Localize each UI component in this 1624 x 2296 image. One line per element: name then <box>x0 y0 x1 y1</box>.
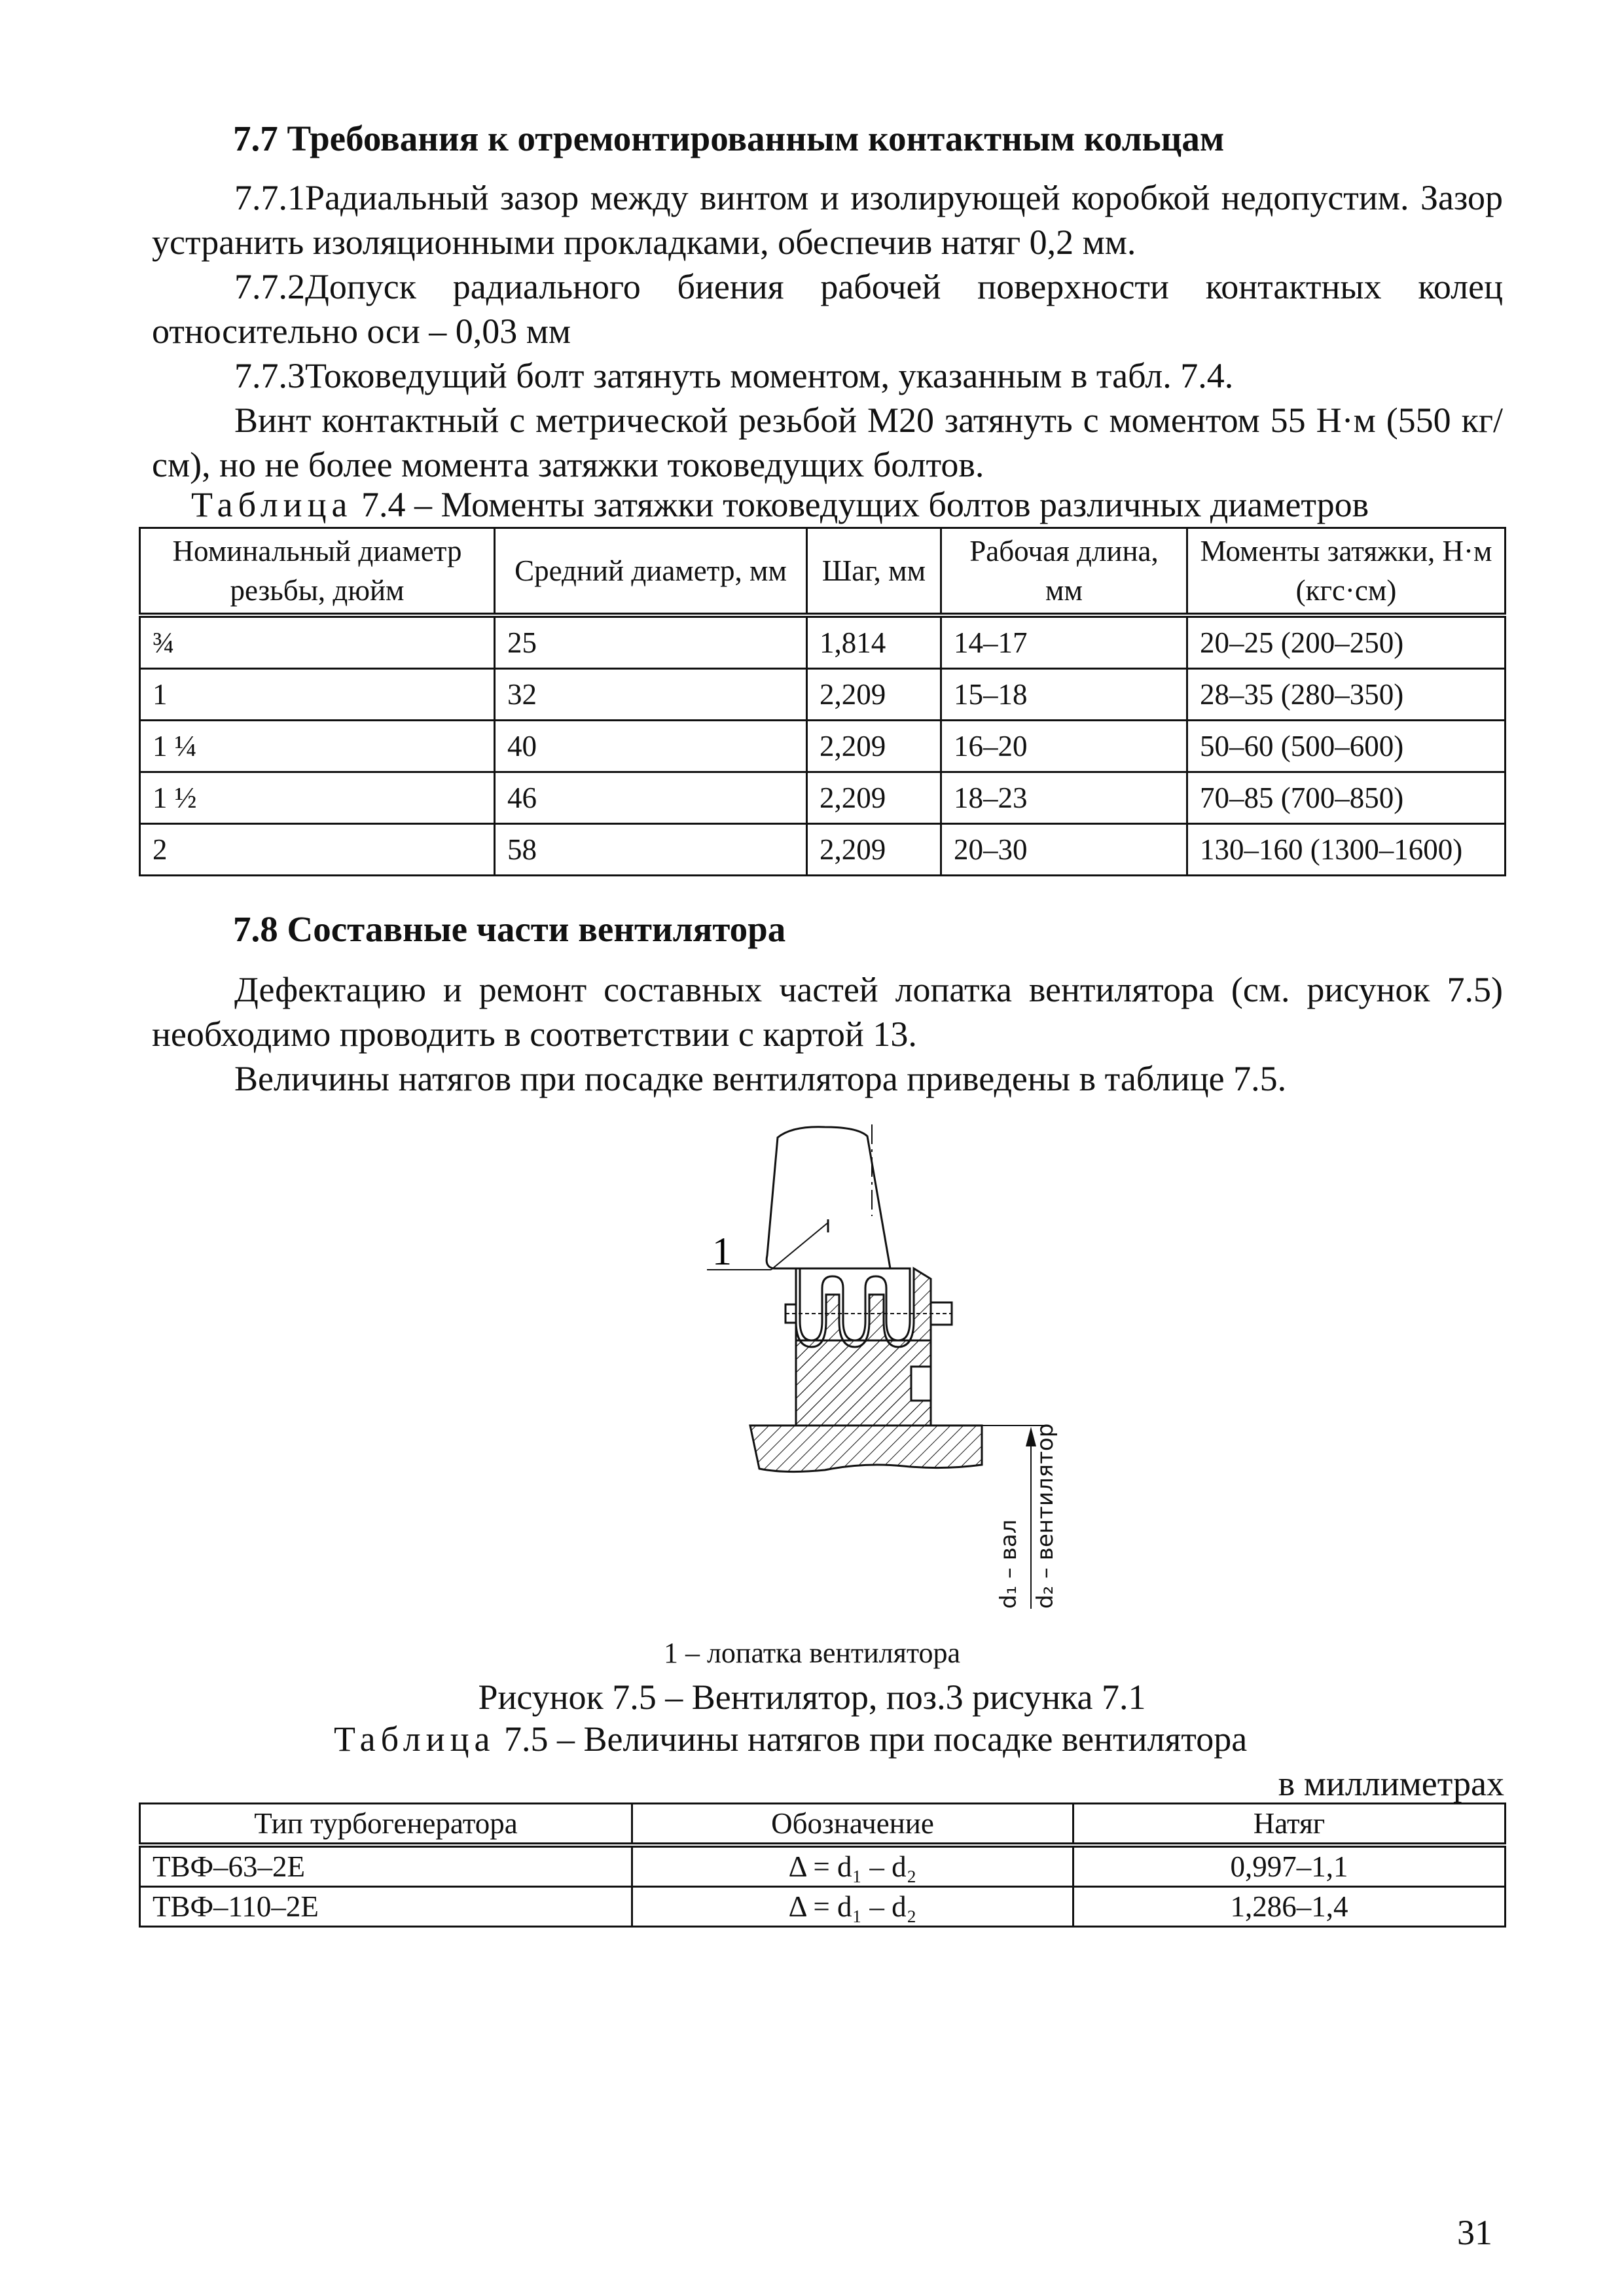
paragraph-7-7-1: 7.7.1Радиальный зазор между винтом и изолирующей коробкой недопустим. Зазор устранить изоляционными прокладками, обеспечив натяг 0,2 мм. <box>152 178 1503 262</box>
bolt-head <box>931 1302 952 1325</box>
table-row <box>140 824 1506 876</box>
table-cell: 1 ¼ <box>140 721 495 772</box>
paragraph-7-8-defect: Дефектацию и ремонт составных частей лопатка вентилятора (см. рисунок 7.5) необходимо проводить в соответствии с картой 13. <box>152 970 1503 1054</box>
table-cell: 32 <box>495 669 807 721</box>
callout-number: 1 <box>712 1230 732 1273</box>
header-torque: Моменты затяжки, Н·м (кгс·см) <box>1187 528 1506 616</box>
table-row <box>140 1887 1506 1927</box>
table-7-5 <box>139 1803 1506 1928</box>
table-cell: 2,209 <box>807 669 941 721</box>
table-cell: 2 <box>140 824 495 876</box>
table-7-5-units: в миллиметрах <box>1278 1764 1504 1803</box>
table-cell: 18–23 <box>941 772 1187 824</box>
table-cell: 2,209 <box>807 721 941 772</box>
paragraph-7-7-3: 7.7.3Токоведущий болт затянуть моментом, указанным в табл. 7.4. <box>234 356 1234 395</box>
table-cell: Δ = d₁ – d₂ <box>632 1845 1074 1887</box>
table-cell: 28–35 (280–350) <box>1187 669 1506 721</box>
table-cell: 14–17 <box>941 615 1187 669</box>
table-cell: 20–25 (200–250) <box>1187 615 1506 669</box>
table-7-5-caption: Таблица 7.5 – Величины натягов при посадке вентилятора <box>334 1719 1248 1759</box>
header-interference: Натяг <box>1074 1804 1506 1846</box>
table-header-row <box>140 528 1506 616</box>
table-cell: 2,209 <box>807 824 941 876</box>
table-cell: 15–18 <box>941 669 1187 721</box>
table-row <box>140 669 1506 721</box>
table-7-4 <box>139 527 1506 876</box>
page-number: 31 <box>1457 2213 1492 2252</box>
table-row <box>140 1845 1506 1887</box>
table-cell: 0,997–1,1 <box>1074 1845 1506 1887</box>
figure-caption: Рисунок 7.5 – Вентилятор, поз.3 рисунка 7.1 <box>478 1677 1146 1717</box>
table-cell: 1,286–1,4 <box>1074 1887 1506 1927</box>
table-cell: 16–20 <box>941 721 1187 772</box>
table-cell: 1 <box>140 669 495 721</box>
table-cell: 1,814 <box>807 615 941 669</box>
table-header-row <box>140 1804 1506 1846</box>
paragraph-7-7-2: 7.7.2Допуск радиального биения рабочей поверхности контактных колец относительно оси – 0,03 мм <box>152 267 1503 351</box>
header-working-length: Рабочая длина, мм <box>941 528 1187 616</box>
paragraph-m20-screw: Винт контактный с метрической резьбой М20 затянуть с моментом 55 Н·м (550 кг/см), но не более момента затяжки токоведущих болтов. <box>152 401 1503 484</box>
header-nominal-diameter: Номинальный диаметр резьбы, дюйм <box>140 528 495 616</box>
table-cell: 25 <box>495 615 807 669</box>
table-cell: 20–30 <box>941 824 1187 876</box>
table-cell: 40 <box>495 721 807 772</box>
table-cell: ТВФ–110–2Е <box>140 1887 632 1927</box>
paragraph-7-8-interference: Величины натягов при посадке вентилятора приведены в таблице 7.5. <box>234 1059 1287 1098</box>
section-7-8-heading: 7.8 Составные части вентилятора <box>233 909 786 949</box>
section-7-7-heading: 7.7 Требования к отремонтированным контактным кольцам <box>233 118 1225 158</box>
header-designation: Обозначение <box>632 1804 1074 1846</box>
table-cell: 70–85 (700–850) <box>1187 772 1506 824</box>
table-cell: ТВФ–63–2Е <box>140 1845 632 1887</box>
table-cell: 50–60 (500–600) <box>1187 721 1506 772</box>
header-pitch: Шаг, мм <box>807 528 941 616</box>
header-generator-type: Тип турбогенератора <box>140 1804 632 1846</box>
blade-root <box>800 1268 910 1340</box>
dim-label-fan: d₂ – вентилятор <box>1032 1423 1058 1609</box>
table-cell: 58 <box>495 824 807 876</box>
dim-label-shaft: d₁ – вал <box>996 1519 1022 1609</box>
header-mean-diameter: Средний диаметр, мм <box>495 528 807 616</box>
table-cell: 46 <box>495 772 807 824</box>
figure-legend: 1 – лопатка вентилятора <box>663 1637 961 1669</box>
table-7-4-caption: Таблица 7.4 – Моменты затяжки токоведущих болтов различных диаметров <box>191 485 1369 524</box>
table-cell: 2,209 <box>807 772 941 824</box>
table-cell: ¾ <box>140 615 495 669</box>
table-row <box>140 615 1506 669</box>
table-cell: 1 ½ <box>140 772 495 824</box>
table-row <box>140 772 1506 824</box>
shaft <box>750 1426 982 1472</box>
table-row <box>140 721 1506 772</box>
key <box>911 1367 931 1401</box>
table-cell: 130–160 (1300–1600) <box>1187 824 1506 876</box>
table-cell: Δ = d₁ – d₂ <box>632 1887 1074 1927</box>
fan-drawing <box>694 1124 1100 1609</box>
